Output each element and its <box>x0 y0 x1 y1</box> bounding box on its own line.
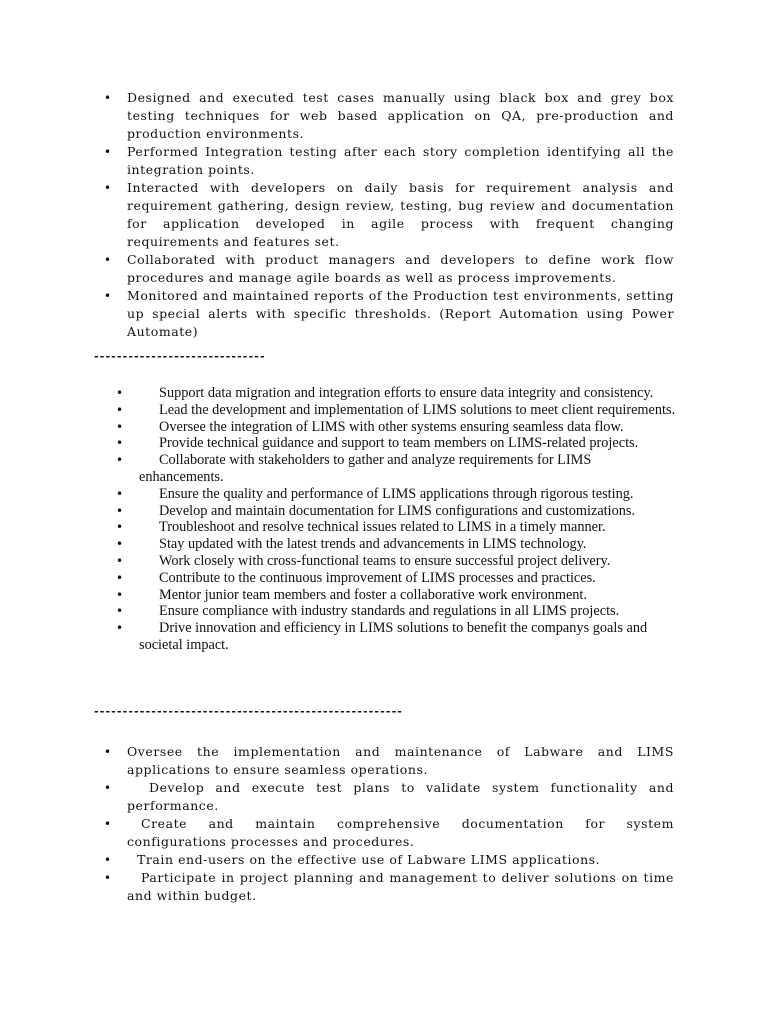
list-item-text: Oversee the integration of LIMS with other systems ensuring seamless data flow. <box>159 418 624 435</box>
bullet-icon: • <box>104 289 112 303</box>
list-item-text: Ensure the quality and performance of LIMS applications through rigorous testing. <box>159 485 634 502</box>
list-item-text: Create and maintain comprehensive documentation for system configurations processes and procedures. <box>127 816 674 849</box>
bullet-icon: • <box>116 402 124 417</box>
bullet-icon: • <box>104 181 112 195</box>
list-item <box>0 620 679 654</box>
bullet-icon: • <box>104 871 112 885</box>
list-item-text: Monitored and maintained reports of the Production test environments, setting up special alerts with specific thresholds. (Report Automation using Power Automate) <box>127 288 674 339</box>
bullet-icon: • <box>116 537 124 552</box>
list-item <box>0 143 674 179</box>
section-divider: ------------------------------ <box>93 350 265 363</box>
bullet-icon: • <box>104 745 112 759</box>
list-item-text: Participate in project planning and management to deliver solutions on time and within budget. <box>127 870 674 903</box>
list-item-text: Drive innovation and efficiency in LIMS solutions to benefit the companys goals and societal impact. <box>139 620 648 653</box>
responsibilities-section-2 <box>0 385 768 654</box>
list-item <box>0 779 674 815</box>
bullet-icon: • <box>116 553 124 568</box>
list-item <box>0 519 679 536</box>
bullet-icon: • <box>116 604 124 619</box>
list-item <box>0 402 679 419</box>
list-item-text: Troubleshoot and resolve technical issues related to LIMS in a timely manner. <box>159 519 606 536</box>
list-item-text: Provide technical guidance and support to team members on LIMS-related projects. <box>159 435 639 452</box>
list-item <box>0 587 679 604</box>
bullet-icon: • <box>116 453 124 468</box>
list-item-text: Oversee the implementation and maintenance of Labware and LIMS applications to ensure seamless operations. <box>127 744 674 777</box>
list-item <box>0 503 679 520</box>
list-item-text: Work closely with cross-functional teams to ensure successful project delivery. <box>159 552 611 569</box>
bullet-icon: • <box>116 436 124 451</box>
responsibilities-section-3 <box>0 743 768 905</box>
bullet-icon: • <box>104 781 112 795</box>
list-item <box>0 419 679 436</box>
bullet-icon: • <box>104 853 112 867</box>
section-divider: ------------------------------------------------------ <box>93 705 403 718</box>
bullet-list-2 <box>0 385 768 654</box>
list-item <box>0 486 679 503</box>
bullet-icon: • <box>116 503 124 518</box>
list-item-text: Mentor junior team members and foster a collaborative work environment. <box>159 586 587 603</box>
list-item <box>0 743 674 779</box>
bullet-icon: • <box>116 486 124 501</box>
list-item <box>0 851 674 869</box>
list-item-text: Train end-users on the effective use of Labware LIMS applications. <box>137 852 601 867</box>
list-item-text: Collaborated with product managers and developers to define work flow procedures and manage agile boards as well as process improvements. <box>127 252 674 285</box>
list-item-text: Ensure compliance with industry standards and regulations in all LIMS projects. <box>159 603 620 620</box>
list-item <box>0 869 674 905</box>
list-item <box>0 287 674 341</box>
list-item <box>0 603 679 620</box>
bullet-list-1 <box>0 89 768 341</box>
list-item-text: Contribute to the continuous improvement of LIMS processes and practices. <box>159 569 596 586</box>
list-item <box>0 815 674 851</box>
list-item-text: Performed Integration testing after each story completion identifying all the integration points. <box>127 144 674 177</box>
bullet-icon: • <box>104 253 112 267</box>
bullet-icon: • <box>116 520 124 535</box>
bullet-list-3 <box>0 743 768 905</box>
list-item-text: Collaborate with stakeholders to gather and analyze requirements for LIMS enhancements. <box>139 452 592 485</box>
list-item-text: Stay updated with the latest trends and advancements in LIMS technology. <box>159 536 587 553</box>
list-item-text: Interacted with developers on daily basis for requirement analysis and requirement gathering, design review, testing, bug review and documentation for application developed in agile process with frequent changing requirements and features set. <box>127 180 674 249</box>
list-item-text: Designed and executed test cases manually using black box and grey box testing techniques for web based application on QA, pre-production and production environments. <box>127 90 674 141</box>
list-item <box>0 536 679 553</box>
list-item <box>0 553 679 570</box>
list-item <box>0 452 679 486</box>
list-item <box>0 251 674 287</box>
list-item-text: Lead the development and implementation of LIMS solutions to meet client requirements. <box>159 401 676 418</box>
bullet-icon: • <box>104 817 112 831</box>
list-item <box>0 570 679 587</box>
list-item <box>0 385 679 402</box>
bullet-icon: • <box>116 386 124 400</box>
bullet-icon: • <box>116 419 124 434</box>
bullet-icon: • <box>116 621 124 636</box>
bullet-icon: • <box>104 145 112 159</box>
list-item-text: Develop and maintain documentation for LIMS configurations and customizations. <box>159 502 636 519</box>
list-item <box>0 435 679 452</box>
responsibilities-section-1 <box>0 89 768 341</box>
list-item-text: Develop and execute test plans to validate system functionality and performance. <box>127 780 674 813</box>
bullet-icon: • <box>116 570 124 585</box>
bullet-icon: • <box>104 91 112 105</box>
list-item-text: Support data migration and integration efforts to ensure data integrity and consistency. <box>159 385 654 401</box>
bullet-icon: • <box>116 587 124 602</box>
list-item <box>0 89 674 143</box>
list-item <box>0 179 674 251</box>
